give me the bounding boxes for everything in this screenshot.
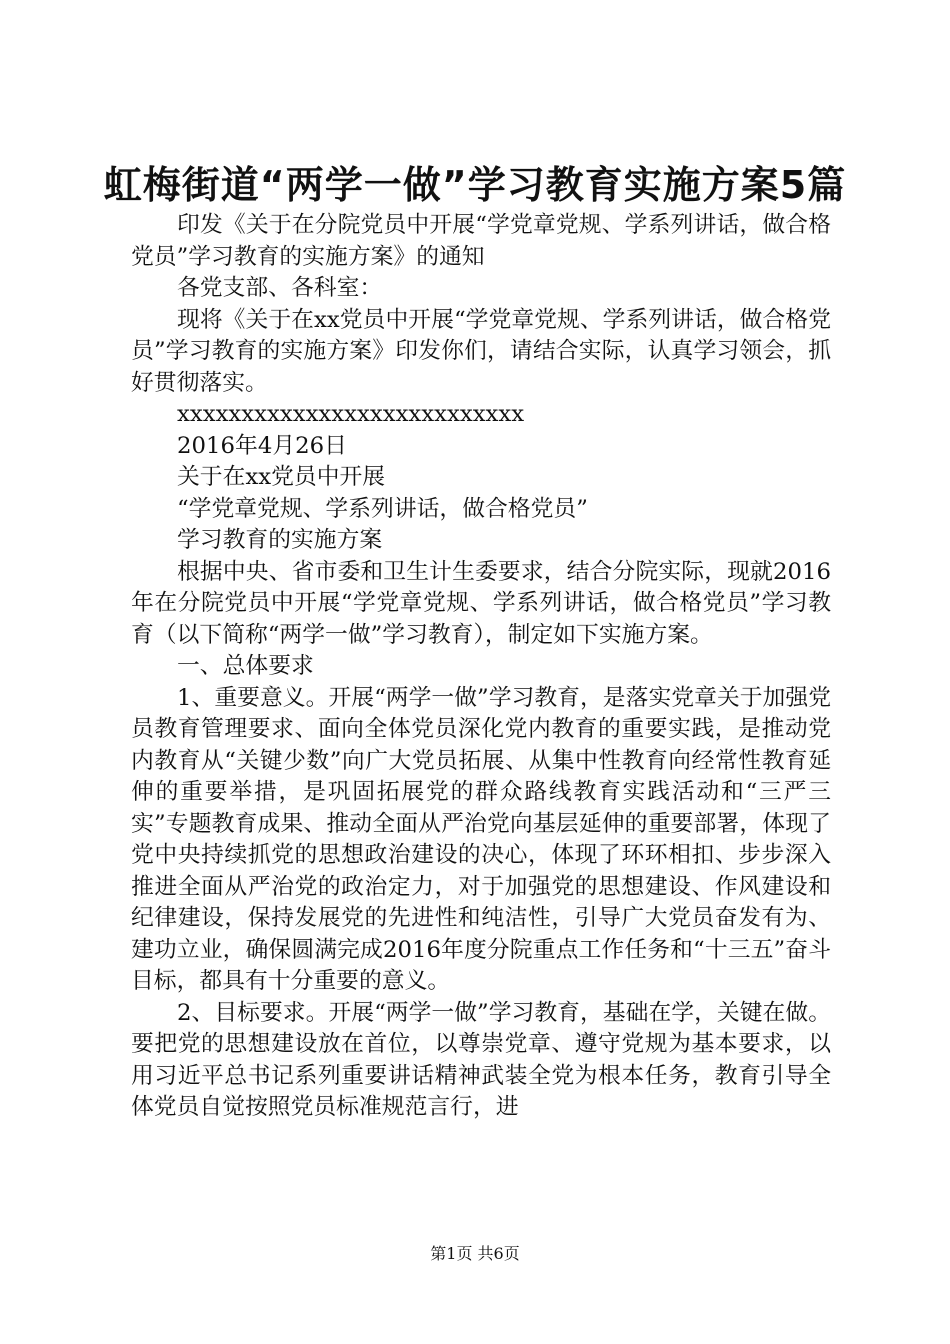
paragraph-notice-body: 现将《关于在xx党员中开展“学党章党规、学系列讲话，做合格党员”学习教育的实施方案》印发你们，请结合实际，认真学习领会，抓好贯彻落实。: [131, 306, 831, 396]
section-heading-overall: 一、总体要求: [177, 653, 314, 679]
document-body: [131, 210, 831, 1124]
document-title: 虹梅街道“两学一做”学习教育实施方案5篇: [103, 163, 847, 207]
paragraph-significance: 1、重要意义。开展“两学一做”学习教育，是落实党章关于加强党员教育管理要求、面向全体党员深化党内教育的重要实践，是推动党内教育从“关键少数”向广大党员拓展、从集中性教育向经常性教育延伸的重要举措，是巩固拓展党的群众路线教育实践活动和“三严三实”专题教育成果、推动全面从严治党向基层延伸的重要部署，体现了党中央持续抓党的思想政治建设的决心，体现了环环相扣、步步深入推进全面从严治党的政治定力，对于加强党的思想建设、作风建设和纪律建设，保持发展党的先进性和纯洁性，引导广大党员奋发有为、建功立业，确保圆满完成2016年度分院重点工作任务和“十三五”奋斗目标，都具有十分重要的意义。: [131, 684, 831, 994]
page-number-footer: 第1页 共6页: [430, 1244, 520, 1263]
paragraph-plan-title-1: 关于在xx党员中开展: [177, 464, 386, 490]
paragraph-plan-title-3: 学习教育的实施方案: [177, 527, 383, 553]
paragraph-issuer: xxxxxxxxxxxxxxxxxxxxxxxxxxx: [177, 401, 525, 427]
paragraph-recipients: 各党支部、各科室：: [177, 275, 383, 301]
paragraph-date: 2016年4月26日: [177, 432, 347, 459]
paragraph-intro: 根据中央、省市委和卫生计生委要求，结合分院实际，现就2016年在分院党员中开展“学党章党规、学系列讲话，做合格党员”学习教育（以下简称“两学一做”学习教育），制定如下实施方案。: [131, 558, 831, 648]
paragraph-goals: 2、目标要求。开展“两学一做”学习教育，基础在学，关键在做。要把党的思想建设放在首位，以尊崇党章、遵守党规为基本要求，以用习近平总书记系列重要讲话精神武装全党为根本任务，教育引导全体党员自觉按照党员标准规范言行，进: [131, 999, 831, 1120]
paragraph-plan-title-2: “学党章党规、学系列讲话，做合格党员”: [177, 495, 588, 522]
paragraph-notice-title: 印发《关于在分院党员中开展“学党章党规、学系列讲话，做合格党员”学习教育的实施方案》的通知: [131, 212, 831, 270]
